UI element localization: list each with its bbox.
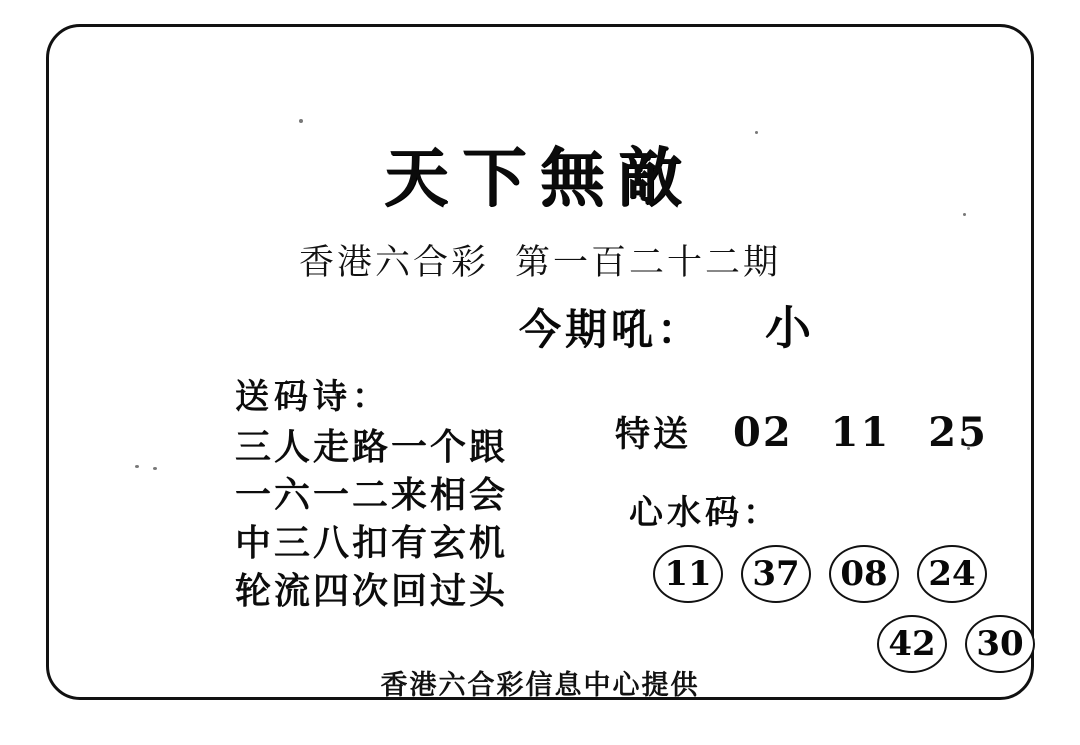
number-ball: 37 bbox=[741, 545, 811, 603]
number-ball: 11 bbox=[653, 545, 723, 603]
special-numbers bbox=[733, 409, 988, 456]
period-answer: 小 bbox=[765, 301, 816, 355]
special-number: 11 bbox=[830, 409, 891, 456]
heart-numbers-row-1 bbox=[653, 545, 987, 603]
speckle-icon bbox=[135, 465, 139, 468]
page-title: 天下無敵 bbox=[384, 141, 696, 216]
subtitle-issue-number: 第一百二十二期 bbox=[515, 243, 782, 283]
speckle-icon bbox=[153, 467, 157, 470]
poem-block bbox=[235, 369, 615, 616]
speckle-icon bbox=[299, 119, 303, 123]
poem-line: 三人走路一个跟 bbox=[235, 426, 509, 468]
special-number: 25 bbox=[928, 409, 988, 456]
poem-heading: 送码诗： bbox=[235, 377, 391, 417]
heart-numbers-label: 心水码： bbox=[629, 493, 781, 533]
poem-line: 一六一二来相会 bbox=[235, 473, 509, 516]
footer-text: 香港六合彩信息中心提供 bbox=[380, 670, 700, 701]
number-ball: 24 bbox=[917, 545, 987, 603]
lottery-card bbox=[46, 24, 1034, 700]
special-numbers-row bbox=[615, 407, 988, 457]
number-ball: 30 bbox=[965, 615, 1035, 673]
special-label: 特送 bbox=[615, 414, 692, 455]
subtitle-game-name: 香港六合彩 bbox=[298, 243, 489, 283]
poem-line: 中三八扣有玄机 bbox=[235, 521, 509, 564]
subtitle bbox=[49, 235, 1031, 285]
number-ball: 42 bbox=[877, 615, 947, 673]
period-label: 今期吼： bbox=[519, 305, 704, 354]
poem-line: 轮流四次回过头 bbox=[235, 569, 509, 612]
period-prediction bbox=[519, 292, 815, 358]
number-ball: 08 bbox=[829, 545, 899, 603]
special-number: 02 bbox=[733, 409, 793, 456]
